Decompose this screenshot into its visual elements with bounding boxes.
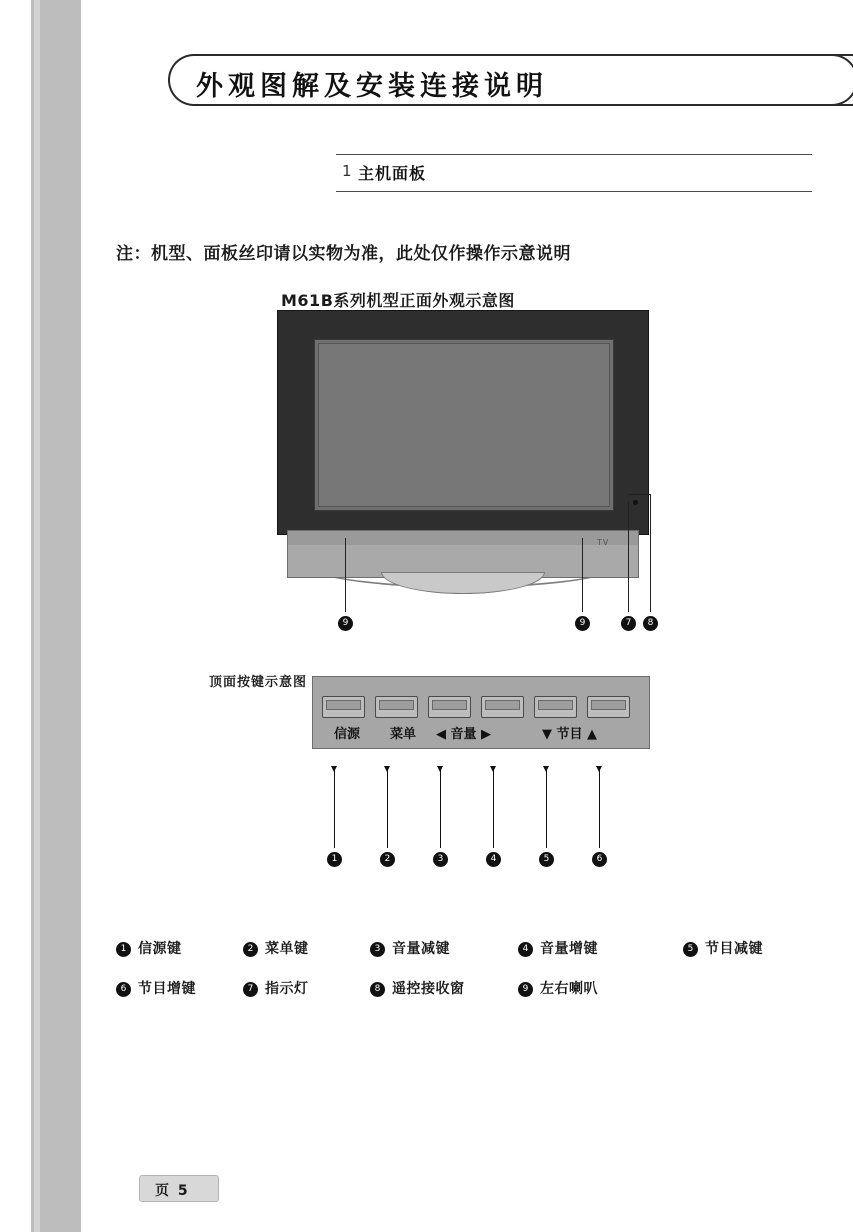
top-keys-row	[322, 696, 640, 720]
legend-item-5	[683, 938, 763, 958]
tv-front-illustration	[277, 310, 649, 595]
callout-key-5: 5	[539, 852, 554, 867]
panel-key-menu[interactable]	[375, 696, 418, 718]
callout-front-8: 8	[643, 616, 658, 631]
leader-line-key-3	[440, 766, 441, 848]
legend-item-8	[370, 978, 465, 998]
legend-label-6: 节目增键	[138, 981, 196, 997]
note-text: 注：机型、面板丝印请以实物为准，此处仅作操作示意说明	[116, 244, 571, 264]
panel-key-source[interactable]	[322, 696, 365, 718]
legend-item-1	[116, 938, 182, 958]
front-view-caption: M61B系列机型正面外观示意图	[281, 291, 515, 310]
legend-label-9: 左右喇叭	[540, 981, 598, 997]
top-keys-caption: 顶面按键示意图	[209, 675, 308, 690]
page-title: 外观图解及安装连接说明	[196, 71, 548, 102]
legend-block	[116, 938, 816, 1018]
tv-cabinet	[277, 310, 649, 535]
legend-label-1: 信源键	[138, 941, 182, 957]
callout-key-3: 3	[433, 852, 448, 867]
legend-number-3: 3	[370, 942, 385, 957]
tv-lower-chassis	[287, 530, 639, 578]
callout-key-4: 4	[486, 852, 501, 867]
leader-line-remote-window-h	[628, 494, 650, 495]
leader-line-speaker-right	[582, 538, 583, 612]
panel-key-program-down[interactable]	[534, 696, 577, 718]
panel-key-label-volume: ◀ 音量 ▶	[436, 727, 492, 742]
callout-front-9-right: 9	[575, 616, 590, 631]
legend-item-3	[370, 938, 450, 958]
leader-line-key-5	[546, 766, 547, 848]
legend-label-3: 音量减键	[392, 941, 450, 957]
legend-number-1: 1	[116, 942, 131, 957]
legend-item-2	[243, 938, 309, 958]
legend-item-4	[518, 938, 598, 958]
legend-item-6	[116, 978, 196, 998]
tv-lower-shade	[288, 531, 638, 545]
legend-label-7: 指示灯	[265, 981, 309, 997]
panel-key-label-source: 信源	[334, 727, 361, 742]
legend-number-6: 6	[116, 982, 131, 997]
legend-label-5: 节目减键	[705, 941, 763, 957]
section-number: 1	[342, 162, 352, 180]
legend-item-7	[243, 978, 309, 998]
leader-line-key-4	[493, 766, 494, 848]
tv-screen	[314, 339, 614, 511]
legend-label-2: 菜单键	[265, 941, 309, 957]
leader-line-key-1	[334, 766, 335, 848]
panel-key-label-program: ▼ 节目 ▲	[542, 727, 598, 742]
leader-line-speaker-left	[345, 538, 346, 612]
title-banner-cap	[814, 54, 853, 106]
arrow-head-key-3	[437, 766, 443, 772]
arrow-head-key-1	[331, 766, 337, 772]
arrow-head-key-4	[490, 766, 496, 772]
callout-front-9-left: 9	[338, 616, 353, 631]
callout-key-6: 6	[592, 852, 607, 867]
tv-screen-surface	[318, 343, 610, 507]
legend-number-7: 7	[243, 982, 258, 997]
legend-number-2: 2	[243, 942, 258, 957]
panel-key-program-up[interactable]	[587, 696, 630, 718]
arrow-head-key-5	[543, 766, 549, 772]
legend-row	[116, 938, 816, 978]
top-keys-labels	[312, 723, 650, 745]
section-rule-bottom	[336, 191, 812, 192]
panel-key-volume-up[interactable]	[481, 696, 524, 718]
tv-brand-mark: TV	[597, 538, 610, 547]
page-number: 页 5	[155, 1183, 190, 1199]
legend-label-8: 遥控接收窗	[392, 981, 465, 997]
legend-number-9: 9	[518, 982, 533, 997]
legend-number-8: 8	[370, 982, 385, 997]
leader-line-key-2	[387, 766, 388, 848]
callout-key-2: 2	[380, 852, 395, 867]
leader-line-led	[628, 501, 629, 612]
legend-label-4: 音量增键	[540, 941, 598, 957]
callout-front-7: 7	[621, 616, 636, 631]
panel-key-label-menu: 菜单	[390, 727, 417, 742]
legend-number-4: 4	[518, 942, 533, 957]
page-left-band-highlight	[34, 0, 40, 1232]
section-title: 主机面板	[358, 164, 427, 183]
callout-key-1: 1	[327, 852, 342, 867]
arrow-head-key-2	[384, 766, 390, 772]
section-rule-top	[336, 154, 812, 155]
legend-number-5: 5	[683, 942, 698, 957]
leader-line-key-6	[599, 766, 600, 848]
legend-item-9	[518, 978, 598, 998]
indicator-led-icon	[633, 500, 638, 505]
tv-stand-base	[381, 572, 545, 594]
arrow-head-key-6	[596, 766, 602, 772]
leader-line-remote-window-v	[650, 494, 651, 612]
panel-key-volume-down[interactable]	[428, 696, 471, 718]
legend-row	[116, 978, 816, 1018]
